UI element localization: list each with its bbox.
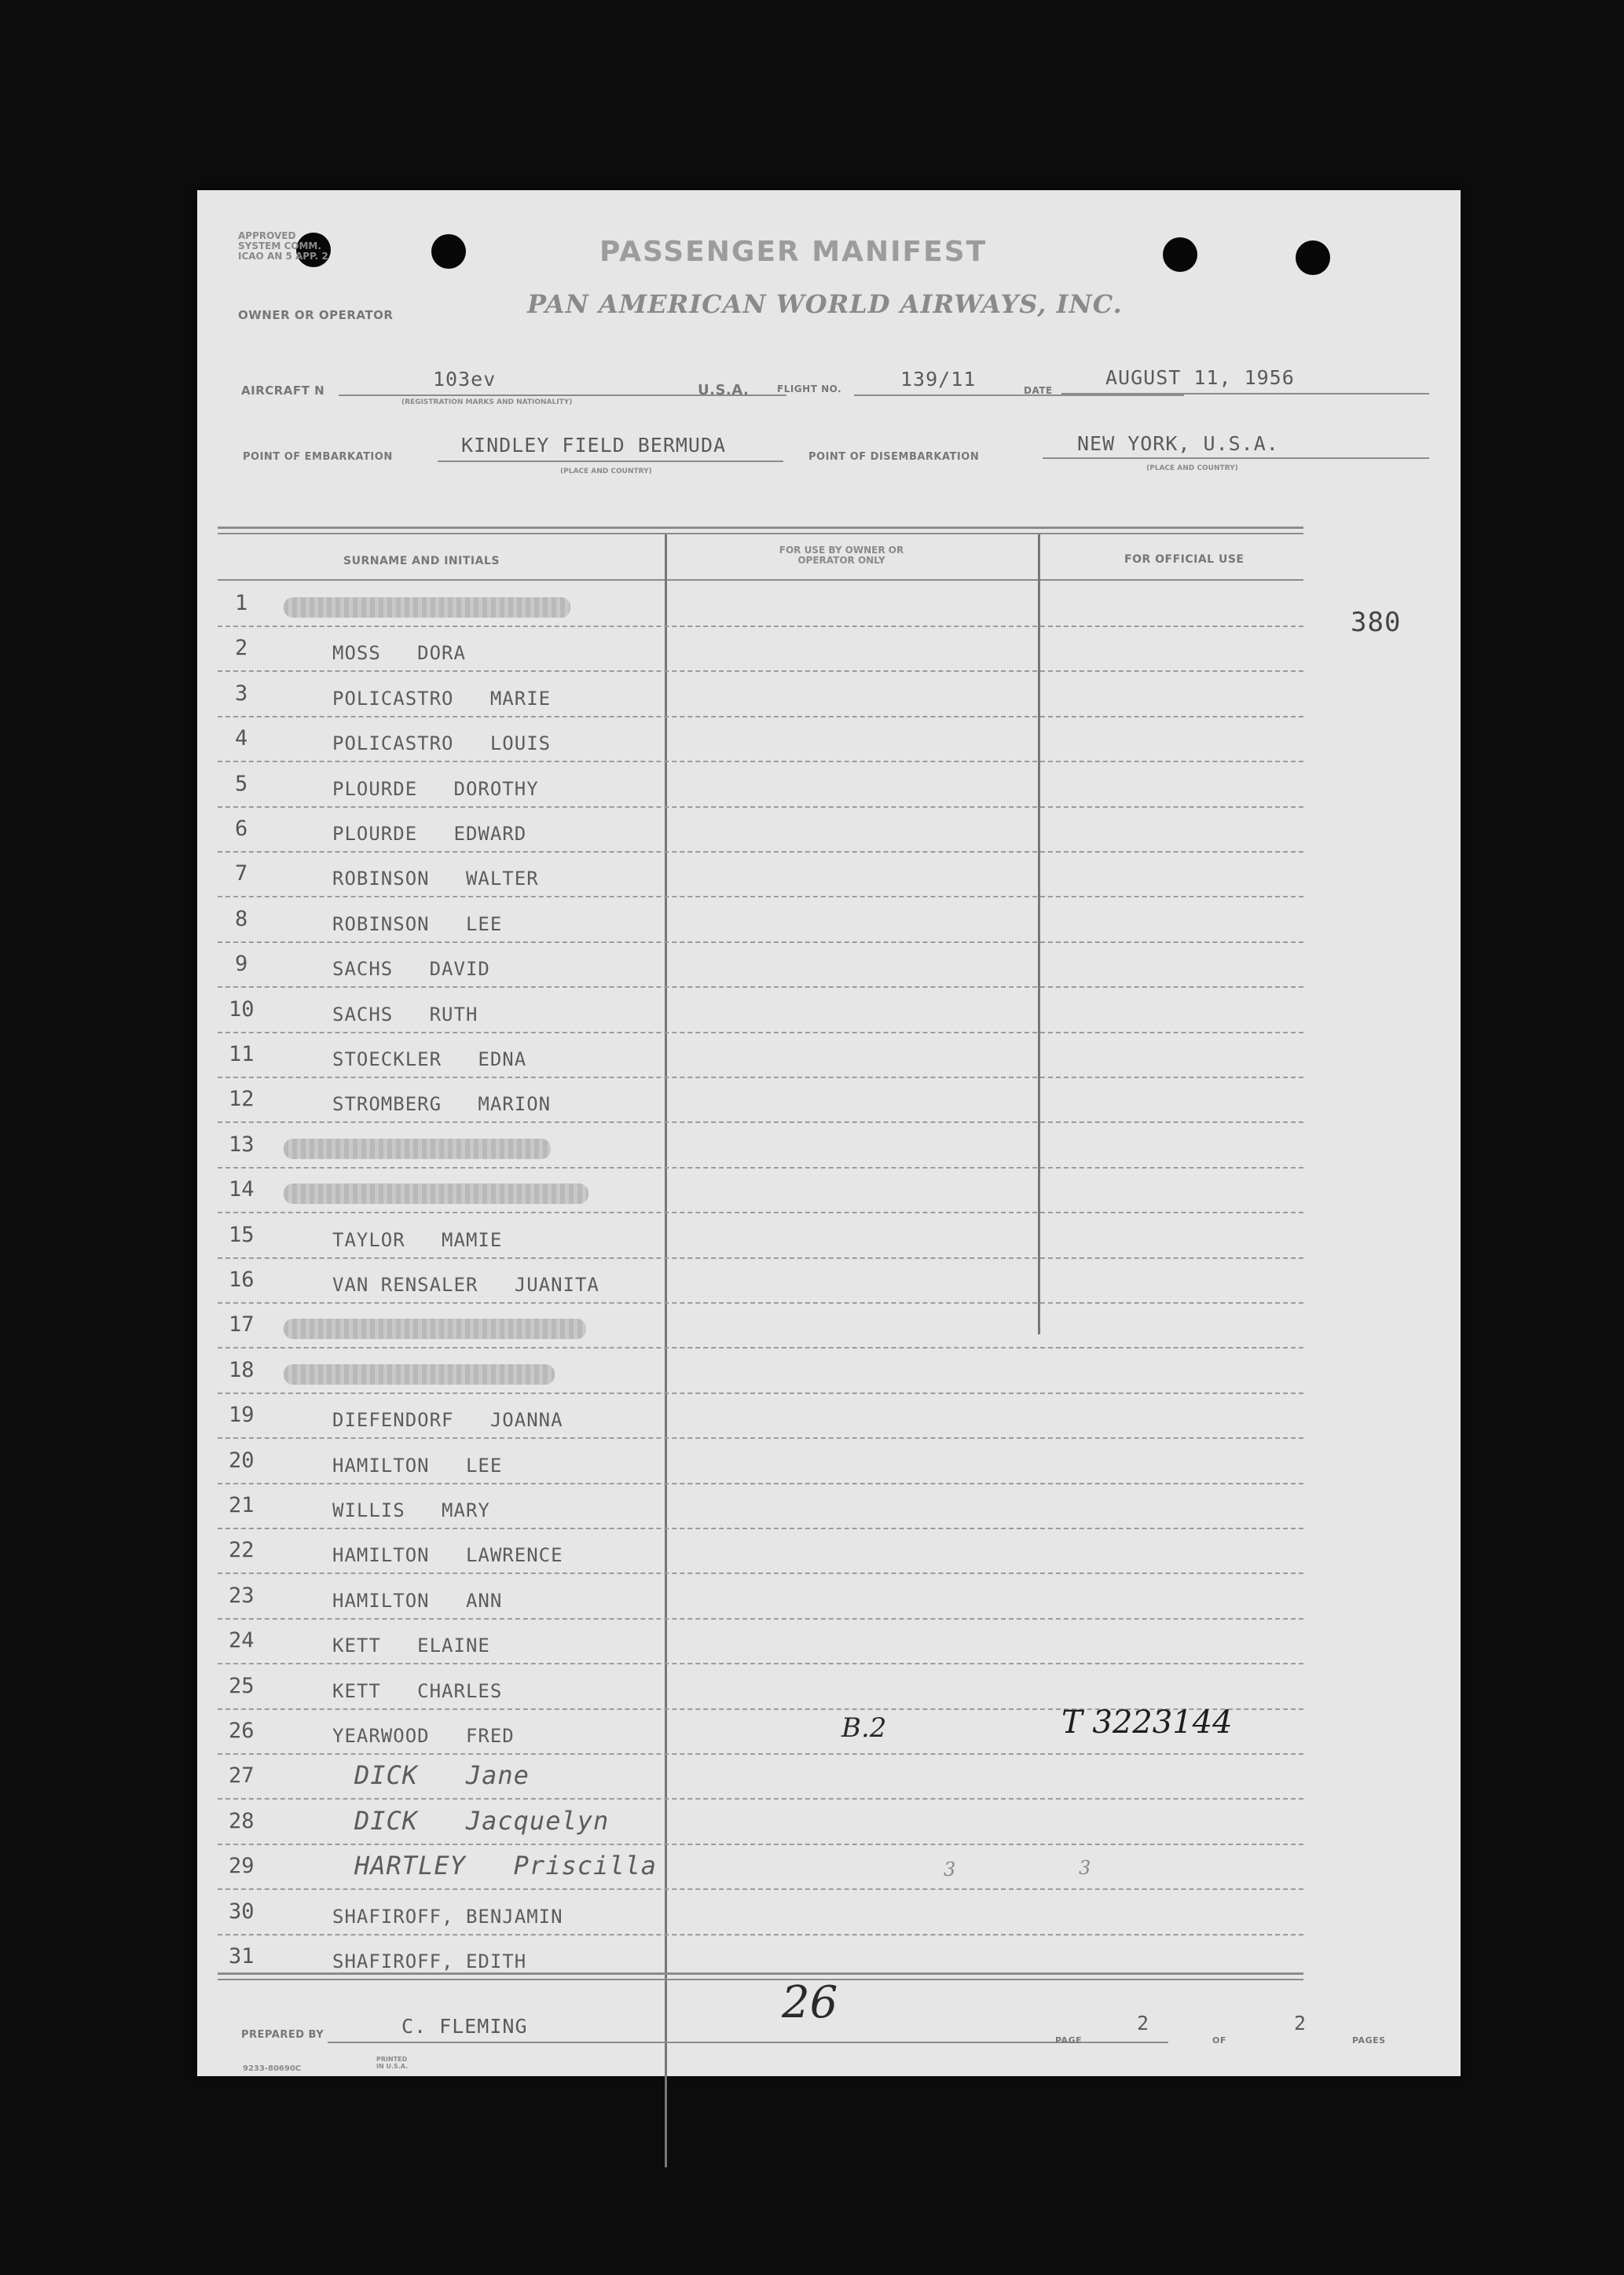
row-rule	[218, 941, 1303, 943]
row-rule	[218, 1077, 1303, 1078]
row-number: 22	[229, 1538, 255, 1563]
passenger-name: SHAFIROFF, BENJAMIN	[332, 1905, 563, 1928]
approval-line: APPROVED	[238, 230, 296, 241]
passenger-name: SACHS DAVID	[332, 958, 490, 981]
row-number: 4	[235, 726, 248, 751]
row-rule	[218, 1753, 1303, 1755]
prepared-label: PREPARED BY	[241, 2029, 324, 2041]
row-number: 3	[235, 681, 248, 706]
passenger-name: DICK Jacquelyn	[354, 1805, 610, 1836]
total-count: 26	[782, 1977, 838, 2028]
passenger-name: VAN RENSALER JUANITA	[332, 1274, 599, 1296]
form-number: 9233-80690C	[243, 2064, 302, 2073]
passenger-name: ROBINSON LEE	[332, 912, 503, 935]
passenger-name: ROBINSON WALTER	[332, 868, 539, 890]
redacted-name	[284, 1364, 555, 1385]
owner-note: 3	[944, 1859, 956, 1881]
aircraft-value: 103ev	[433, 368, 497, 391]
disembark-label: POINT OF DISEMBARKATION	[808, 451, 980, 463]
row-number: 28	[229, 1808, 255, 1833]
printed-note: PRINTED IN U.S.A.	[376, 2056, 409, 2070]
pages-label: PAGES	[1352, 2035, 1386, 2046]
passenger-name: HAMILTON LEE	[332, 1454, 503, 1477]
row-rule	[218, 1257, 1303, 1259]
row-number: 26	[229, 1719, 255, 1743]
row-number: 2	[235, 636, 248, 661]
flight-number: 139/11	[900, 368, 977, 391]
passenger-name: STROMBERG MARION	[332, 1093, 552, 1116]
col-owner-use: FOR USE BY OWNER OR OPERATOR ONLY	[779, 545, 904, 566]
row-rule	[218, 1888, 1303, 1890]
row-rule	[218, 1302, 1303, 1304]
passenger-name: TAYLOR MAMIE	[332, 1228, 503, 1251]
of-label: OF	[1212, 2035, 1226, 2046]
row-rule	[218, 1032, 1303, 1033]
passenger-name: KETT CHARLES	[332, 1679, 503, 1702]
row-number: 29	[229, 1854, 255, 1879]
row-rule	[218, 1572, 1303, 1574]
airline-name: PAN AMERICAN WORLD AIRWAYS, INC.	[527, 289, 1123, 319]
col-surname: SURNAME AND INITIALS	[343, 555, 500, 567]
redacted-name	[284, 597, 570, 618]
embark-sub: (PLACE AND COUNTRY)	[560, 468, 652, 475]
row-number: 18	[229, 1357, 255, 1382]
passenger-name: KETT ELAINE	[332, 1635, 490, 1657]
col-official: FOR OFFICIAL USE	[1124, 553, 1245, 566]
redacted-name	[284, 1139, 551, 1159]
passenger-name: DICK Jane	[354, 1760, 530, 1791]
row-number: 9	[235, 952, 248, 977]
official-note: 3	[1079, 1857, 1091, 1880]
row-number: 20	[229, 1448, 255, 1473]
passenger-name: POLICASTRO LOUIS	[332, 732, 552, 755]
disembark-sub: (PLACE AND COUNTRY)	[1146, 464, 1238, 472]
aircraft-label: AIRCRAFT N	[241, 383, 325, 398]
flight-label: FLIGHT NO.	[777, 383, 842, 394]
row-rule	[218, 1798, 1303, 1800]
owner-label: OWNER OR OPERATOR	[238, 308, 394, 322]
page-number: 2	[1137, 2012, 1150, 2035]
stamp-number: 380	[1351, 607, 1402, 638]
row-rule	[218, 1121, 1303, 1123]
row-rule	[218, 670, 1303, 672]
row-rule	[218, 1437, 1303, 1439]
row-rule	[218, 1844, 1303, 1845]
row-number: 17	[229, 1312, 255, 1337]
punch-hole	[431, 234, 466, 269]
approval-line: SYSTEM COMM.	[238, 240, 321, 251]
row-rule	[218, 806, 1303, 808]
row-rule	[218, 1347, 1303, 1348]
row-rule	[218, 1393, 1303, 1394]
date-label: DATE	[1024, 385, 1053, 396]
row-number: 15	[229, 1222, 255, 1247]
row-rule	[218, 851, 1303, 853]
embark-value: KINDLEY FIELD BERMUDA	[461, 434, 727, 457]
row-number: 5	[235, 771, 248, 796]
row-number: 7	[235, 861, 248, 886]
redacted-name	[284, 1319, 586, 1339]
row-rule	[218, 986, 1303, 988]
row-rule	[218, 626, 1303, 627]
prepared-by: C. FLEMING	[401, 2015, 528, 2038]
embark-label: POINT OF EMBARKATION	[243, 451, 393, 463]
official-note: T 3223144	[1061, 1704, 1233, 1741]
row-rule	[218, 1167, 1303, 1169]
row-rule	[218, 1934, 1303, 1936]
passenger-name: HARTLEY Priscilla	[354, 1851, 658, 1881]
row-number: 27	[229, 1763, 255, 1789]
row-number: 10	[229, 996, 255, 1022]
redacted-name	[284, 1183, 588, 1204]
row-number: 31	[229, 1944, 255, 1969]
row-number: 6	[235, 816, 248, 841]
passenger-name: MOSS DORA	[332, 642, 466, 665]
row-number: 11	[229, 1042, 255, 1066]
passenger-name: SHAFIROFF, EDITH	[332, 1950, 527, 1972]
row-number: 12	[229, 1087, 255, 1112]
row-number: 13	[229, 1132, 255, 1157]
manifest-page	[197, 190, 1461, 2076]
passenger-name: PLOURDE DOROTHY	[332, 777, 539, 800]
passenger-name: STOECKLER EDNA	[332, 1048, 527, 1070]
of-number: 2	[1294, 2012, 1307, 2035]
row-rule	[218, 1212, 1303, 1213]
row-number: 24	[229, 1628, 255, 1653]
passenger-name: WILLIS MARY	[332, 1499, 490, 1521]
passenger-name: POLICASTRO MARIE	[332, 687, 552, 710]
passenger-name: YEARWOOD FRED	[332, 1725, 515, 1747]
form-title: PASSENGER MANIFEST	[599, 236, 988, 268]
row-rule	[218, 896, 1303, 897]
row-rule	[218, 716, 1303, 717]
passenger-name: PLOURDE EDWARD	[332, 823, 527, 845]
row-number: 14	[229, 1177, 255, 1202]
owner-note: B.2	[841, 1712, 887, 1744]
row-number: 30	[229, 1899, 255, 1924]
row-number: 25	[229, 1673, 255, 1698]
passenger-name: HAMILTON LAWRENCE	[332, 1544, 563, 1567]
passenger-name: SACHS RUTH	[332, 1003, 478, 1026]
flight-date: AUGUST 11, 1956	[1105, 366, 1295, 389]
page-label: PAGE	[1055, 2035, 1083, 2046]
row-number: 23	[229, 1583, 255, 1608]
row-rule	[218, 1618, 1303, 1620]
row-rule	[218, 761, 1303, 762]
row-rule	[218, 1663, 1303, 1664]
row-number: 1	[235, 591, 248, 615]
disembark-value: NEW YORK, U.S.A.	[1077, 432, 1279, 455]
row-rule	[218, 1528, 1303, 1529]
approval-text	[238, 231, 328, 262]
row-number: 8	[235, 906, 248, 931]
punch-hole	[1296, 240, 1330, 275]
aircraft-sub: (REGISTRATION MARKS AND NATIONALITY)	[401, 398, 573, 406]
passenger-name: DIEFENDORF JOANNA	[332, 1409, 563, 1432]
row-number: 16	[229, 1268, 255, 1292]
row-number: 19	[229, 1403, 255, 1428]
approval-line: ICAO AN 5 APP. 2	[238, 251, 328, 262]
row-rule	[218, 1483, 1303, 1484]
punch-hole	[1163, 237, 1197, 272]
passenger-name: HAMILTON ANN	[332, 1589, 503, 1612]
row-number: 21	[229, 1493, 255, 1517]
usa-label: U.S.A.	[698, 382, 750, 398]
